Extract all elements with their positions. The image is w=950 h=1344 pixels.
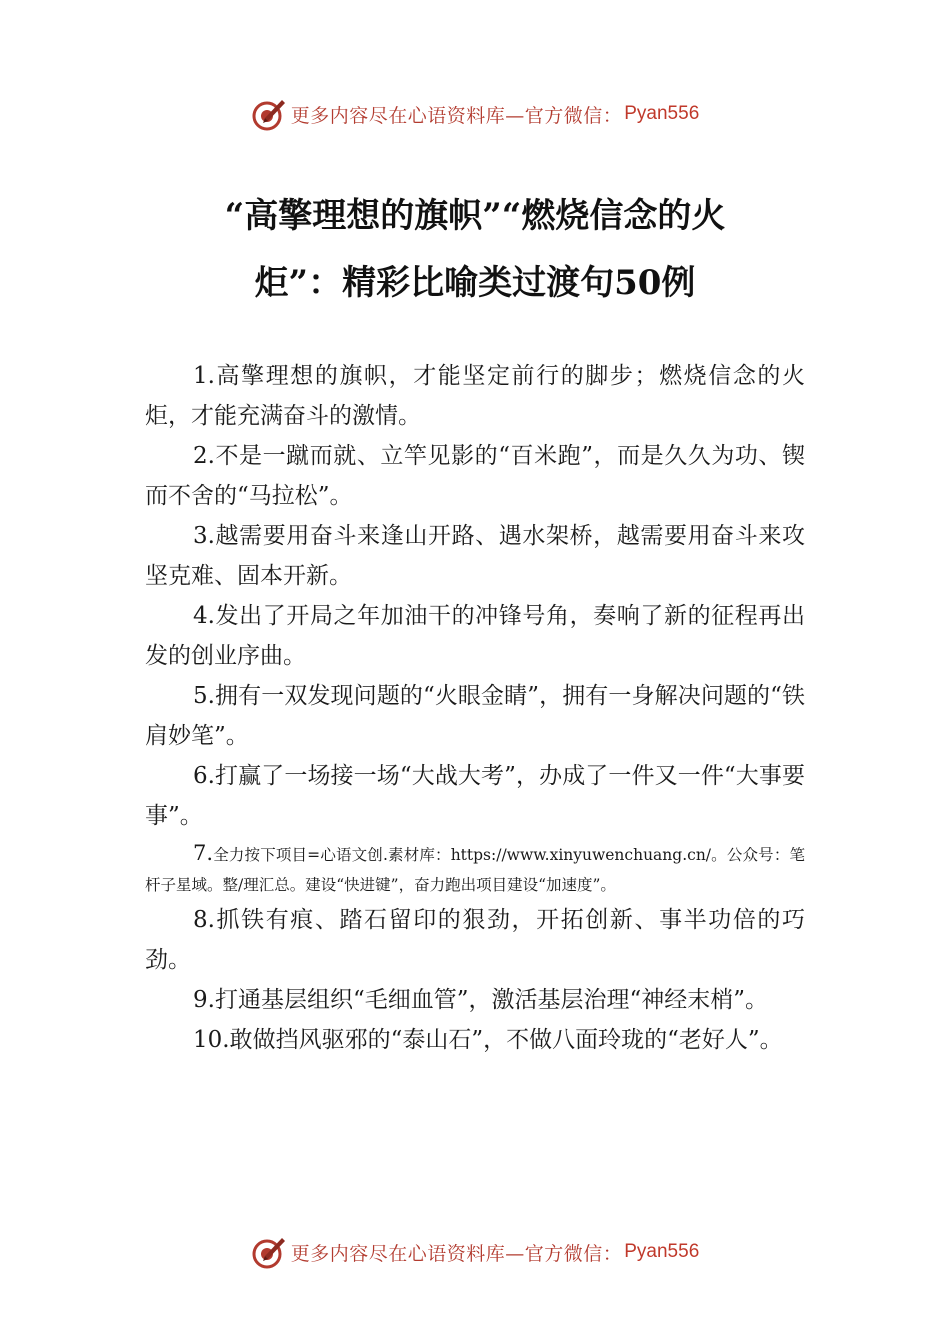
paragraph-1: 1.高擎理想的旗帜，才能坚定前行的脚步；燃烧信念的火炬，才能充满奋斗的激情。: [145, 363, 805, 429]
paragraph-8: 8.抓铁有痕、踏石留印的狠劲，开拓创新、事半功倍的巧劲。: [145, 907, 805, 973]
footer-banner-text: 更多内容尽在心语资料库—官方微信：: [290, 1242, 623, 1265]
paragraph-7-number: 7.: [193, 841, 214, 865]
page-title-line1: “高擎理想的旗帜”“燃烧信念的火: [224, 196, 726, 236]
footer-banner: [0, 1230, 950, 1274]
header-banner: [0, 92, 950, 136]
paragraph-3: 3.越需要用奋斗来逢山开路、遇水架桥，越需要用奋斗来攻坚克难、固本开新。: [145, 523, 805, 589]
paragraph-6: 6.打赢了一场接一场“大战大考”，办成了一件又一件“大事要事”。: [145, 763, 805, 829]
footer-banner-id: Pyan556: [624, 1241, 700, 1262]
paragraph-7: [145, 838, 805, 900]
article-body: [145, 356, 805, 1060]
paragraph-5: 5.拥有一双发现问题的“火眼金睛”，拥有一身解决问题的“铁肩妙笔”。: [145, 683, 805, 749]
paragraph-10: 10.敢做挡风驱邪的“泰山石”，不做八面玲珑的“老好人”。: [193, 1027, 783, 1053]
paragraph-7-text: 全力按下项目=心语文创.素材库：https://www.xinyuwenchuang.cn/。公众号：笔杆子星域。整/理汇总。建设“快进键”，奋力跑出项目建设“加速度”。: [145, 846, 805, 894]
page-title-line2: 炬”：精彩比喻类过渡句50例: [254, 263, 696, 303]
header-banner-id: Pyan556: [624, 103, 700, 124]
paragraph-4: 4.发出了开局之年加油干的冲锋号角，奏响了新的征程再出发的创业序曲。: [145, 603, 805, 669]
pen-logo-icon: [251, 1234, 287, 1270]
pen-logo-icon: [251, 96, 287, 132]
paragraph-2: 2.不是一蹴而就、立竿见影的“百米跑”，而是久久为功、锲而不舍的“马拉松”。: [145, 443, 805, 509]
paragraph-9: 9.打通基层组织“毛细血管”，激活基层治理“神经末梢”。: [193, 987, 768, 1013]
header-banner-text: 更多内容尽在心语资料库—官方微信：: [290, 104, 623, 127]
